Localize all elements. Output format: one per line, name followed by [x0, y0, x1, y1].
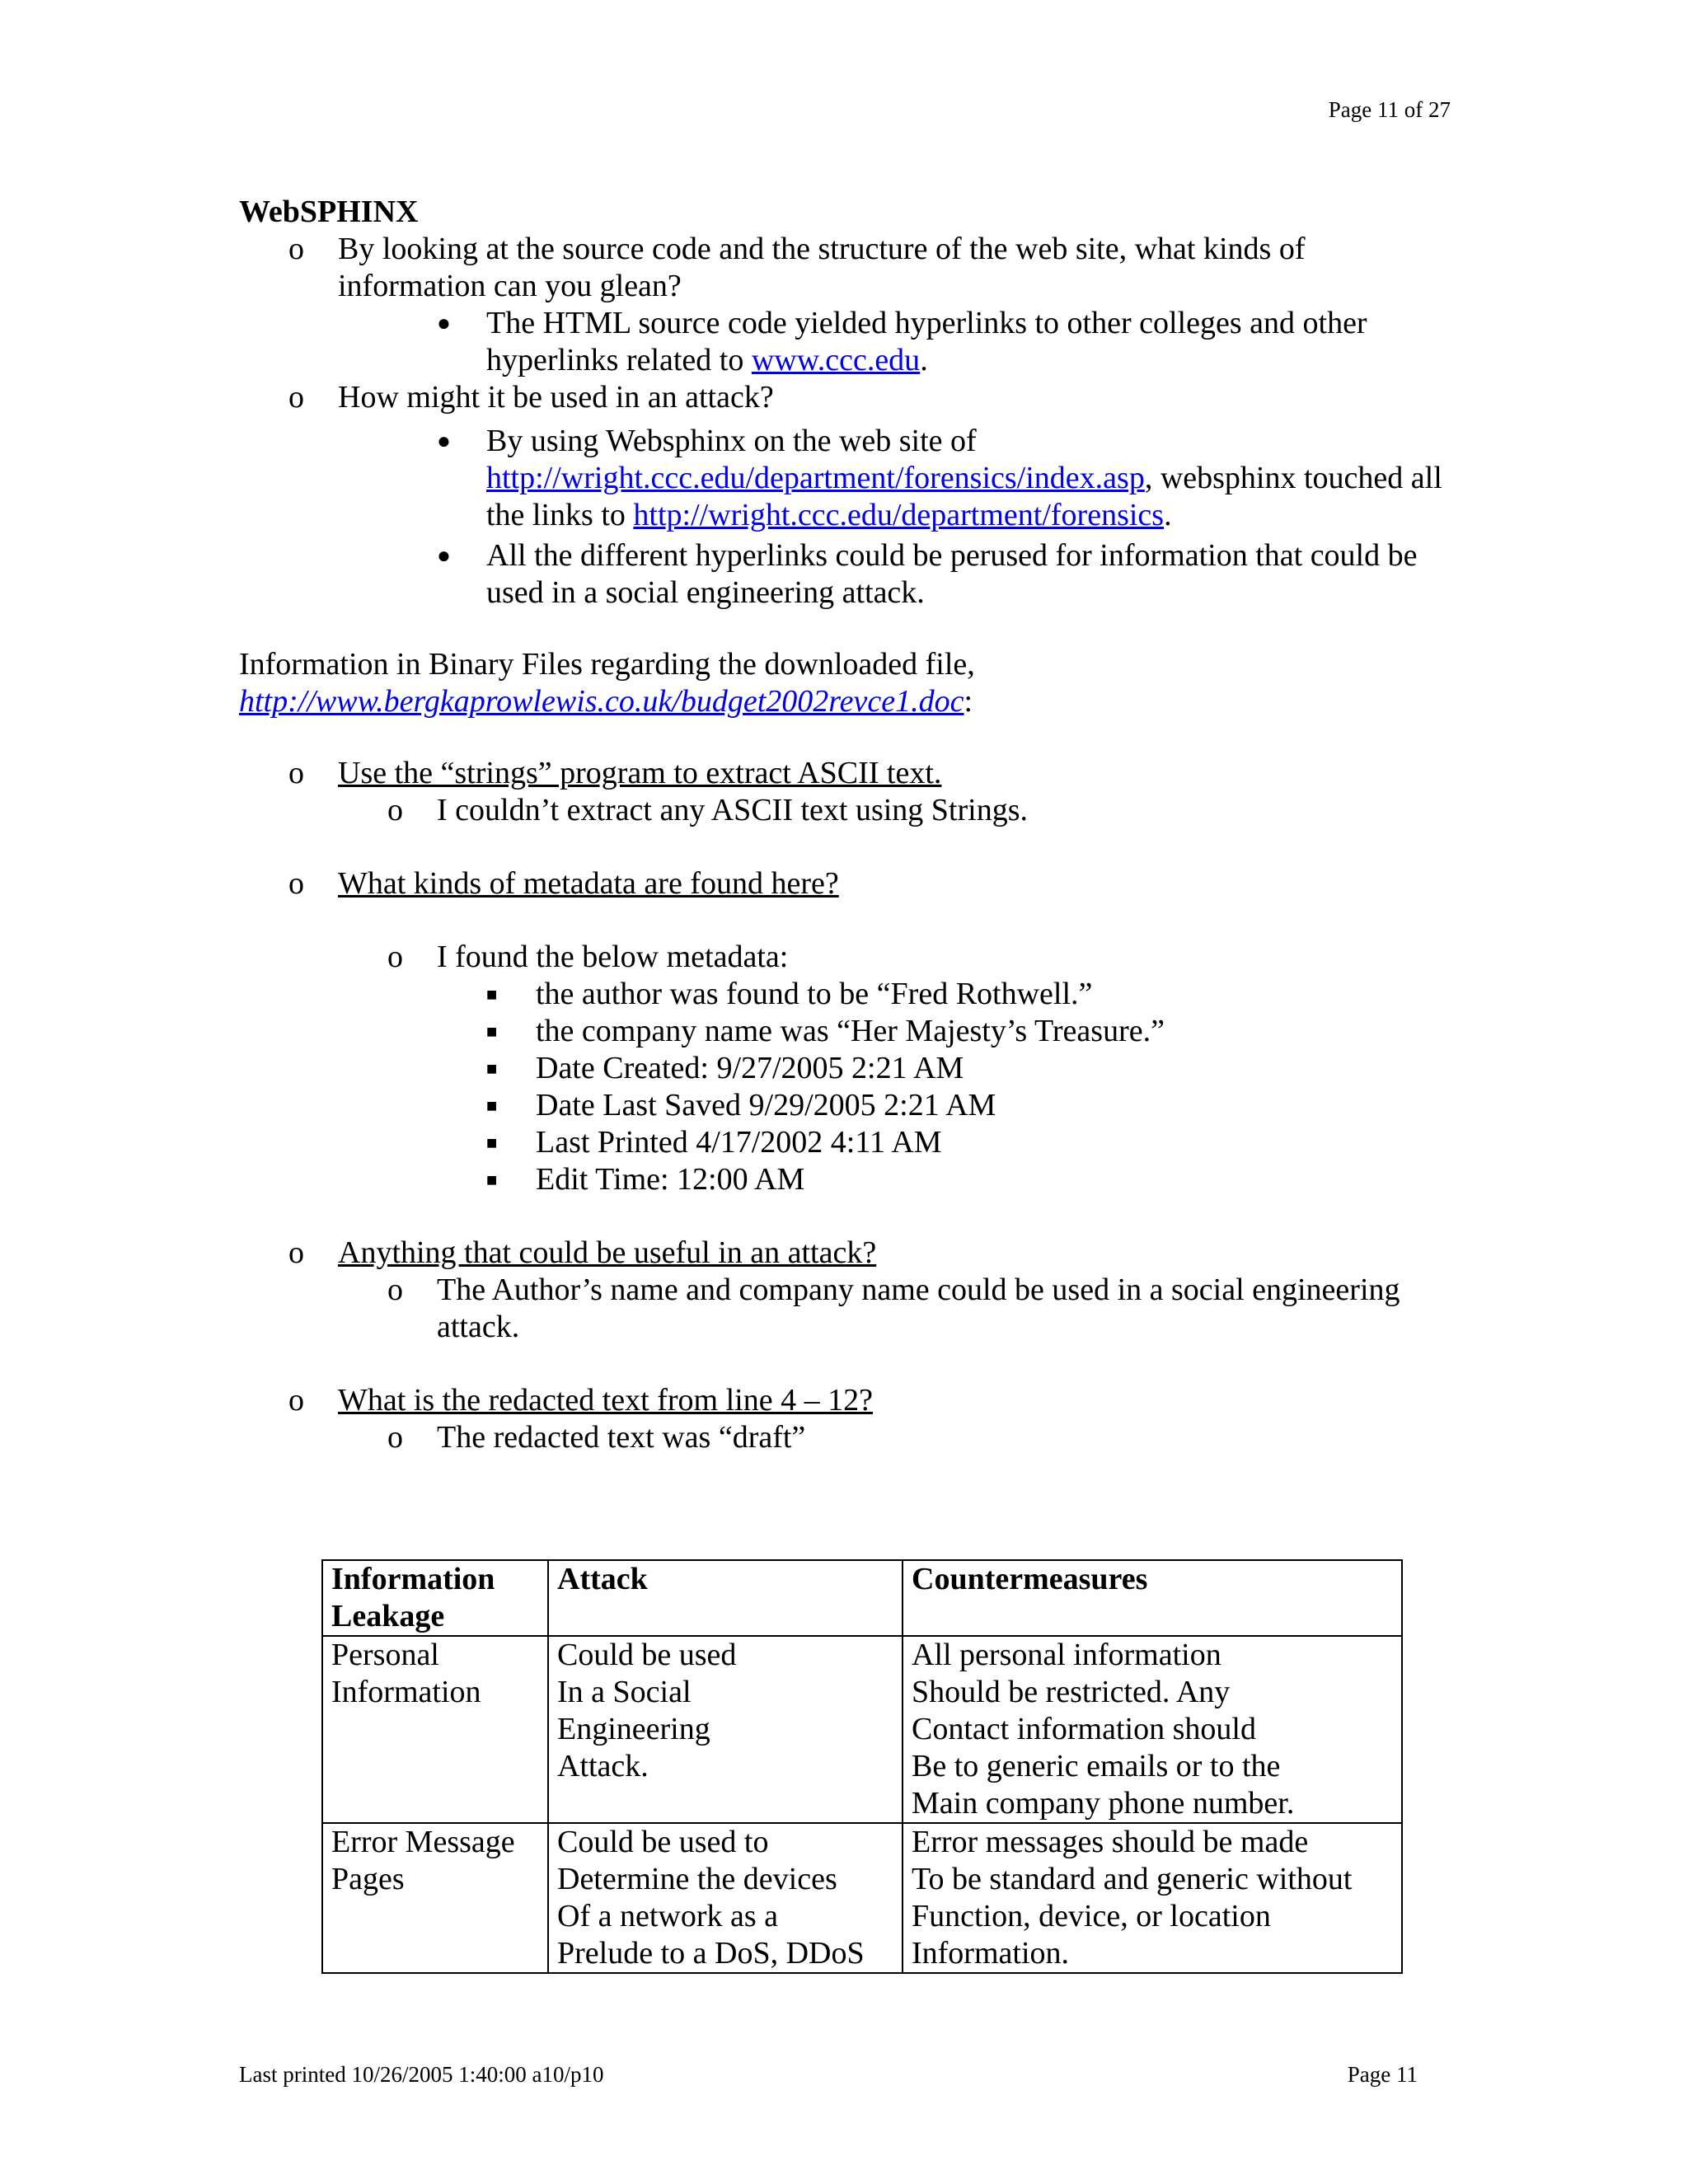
answer-item [239, 939, 1451, 976]
question-item [239, 1382, 1451, 1419]
answer-item [239, 423, 1451, 534]
circle-bullet-icon: o [288, 380, 304, 415]
answer-item [239, 537, 1451, 612]
question-text: What kinds of metadata are found here? [338, 866, 839, 901]
circle-bullet-icon: o [387, 1420, 403, 1455]
question-text: How might it be used in an attack? [338, 380, 774, 415]
binary-intro: Information in Binary Files regarding the downloaded file, http://www.bergkaprowlewis.co.uk/budget2002revce1.doc: [239, 647, 975, 719]
dot-bullet-icon: ● [437, 429, 451, 454]
ccc-link[interactable]: www.ccc.edu [751, 343, 921, 377]
footer-page-number: Page 11 [1347, 2062, 1418, 2087]
information-leakage-table [321, 1559, 1403, 1974]
circle-bullet-icon: o [288, 756, 304, 790]
table-row [322, 1636, 1402, 1823]
circle-bullet-icon: o [288, 1235, 304, 1270]
dot-bullet-icon: ● [437, 311, 451, 336]
metadata-item: ■ Last Printed 4/17/2002 4:11 AM [486, 1125, 942, 1160]
answer-text: By using Websphinx on the web site of http://wright.ccc.edu/department/forensics/index.asp, websphinx touched all the links to http://wright.ccc.edu/department/forensics. [486, 424, 1442, 532]
answer-item [239, 1419, 1451, 1456]
answer-text: I couldn’t extract any ASCII text using Strings. [437, 793, 1028, 827]
metadata-item: ■ Edit Time: 12:00 AM [486, 1162, 805, 1197]
forensics-index-link[interactable]: http://wright.ccc.edu/department/forensics/index.asp [486, 461, 1145, 495]
question-item [239, 379, 1451, 416]
table-cell: Personal Information [322, 1636, 548, 1823]
column-header: Information Leakage [322, 1560, 548, 1636]
question-item [239, 865, 1451, 902]
answer-item [239, 1272, 1451, 1346]
answer-item [239, 792, 1451, 829]
section-heading-websphinx: WebSPHINX [239, 194, 419, 229]
table-cell: Error Message Pages [322, 1823, 548, 1973]
circle-bullet-icon: o [288, 1383, 304, 1418]
answer-text: All the different hyperlinks could be perused for information that could be used in a social engineering attack. [486, 538, 1418, 610]
circle-bullet-icon: o [387, 793, 403, 827]
table-cell: Error messages should be made To be standard and generic without Function, device, or location Information. [903, 1823, 1402, 1973]
circle-bullet-icon: o [288, 232, 304, 266]
square-bullet-icon: ■ [486, 1169, 498, 1190]
question-text: Anything that could be useful in an attack? [338, 1235, 877, 1270]
table-cell: Could be used In a Social Engineering Attack. [548, 1636, 903, 1823]
circle-bullet-icon: o [387, 940, 403, 974]
question-item [239, 755, 1451, 792]
forensics-link[interactable]: http://wright.ccc.edu/department/forensics [633, 498, 1165, 532]
document-body [239, 194, 1451, 1456]
table-cell: Could be used to Determine the devices Of a network as a Prelude to a DoS, DDoS [548, 1823, 903, 1973]
question-text: What is the redacted text from line 4 – 12? [338, 1383, 873, 1418]
dot-bullet-icon: ● [437, 543, 451, 569]
answer-text: I found the below metadata: [437, 940, 789, 974]
answer-text: The HTML source code yielded hyperlinks to other colleges and other hyperlinks related to www.ccc.edu. [486, 306, 1367, 377]
table-row [322, 1823, 1402, 1973]
metadata-item: ■ the company name was “Her Majesty’s Treasure.” [486, 1014, 1165, 1048]
square-bullet-icon: ■ [486, 1058, 498, 1079]
answer-text: The Author’s name and company name could be used in a social engineering attack. [437, 1272, 1400, 1344]
square-bullet-icon: ■ [486, 1132, 498, 1153]
question-text: By looking at the source code and the structure of the web site, what kinds of information can you glean? [338, 232, 1306, 303]
footer-last-printed: Last printed 10/26/2005 1:40:00 a10/p10 [239, 2062, 604, 2087]
answer-text: The redacted text was “draft” [437, 1420, 806, 1455]
circle-bullet-icon: o [288, 866, 304, 901]
metadata-item: ■ the author was found to be “Fred Rothwell.” [486, 977, 1093, 1011]
answer-item [239, 305, 1451, 379]
question-item [239, 1235, 1451, 1272]
column-header: Countermeasures [903, 1560, 1402, 1636]
circle-bullet-icon: o [387, 1272, 403, 1307]
square-bullet-icon: ■ [486, 1021, 498, 1042]
square-bullet-icon: ■ [486, 1095, 498, 1116]
page-header: Page 11 of 27 [1328, 97, 1451, 122]
table-header-row [322, 1560, 1402, 1636]
square-bullet-icon: ■ [486, 984, 498, 1005]
question-item [239, 231, 1451, 305]
column-header: Attack [548, 1560, 903, 1636]
metadata-item: ■ Date Created: 9/27/2005 2:21 AM [486, 1051, 964, 1085]
metadata-item: ■ Date Last Saved 9/29/2005 2:21 AM [486, 1088, 996, 1122]
question-text: Use the “strings” program to extract ASCII text. [338, 756, 942, 790]
budget-doc-link[interactable]: http://www.bergkaprowlewis.co.uk/budget2002revce1.doc [239, 684, 964, 719]
table-cell: All personal information Should be restricted. Any Contact information should Be to generic emails or to the Main company phone number. [903, 1636, 1402, 1823]
